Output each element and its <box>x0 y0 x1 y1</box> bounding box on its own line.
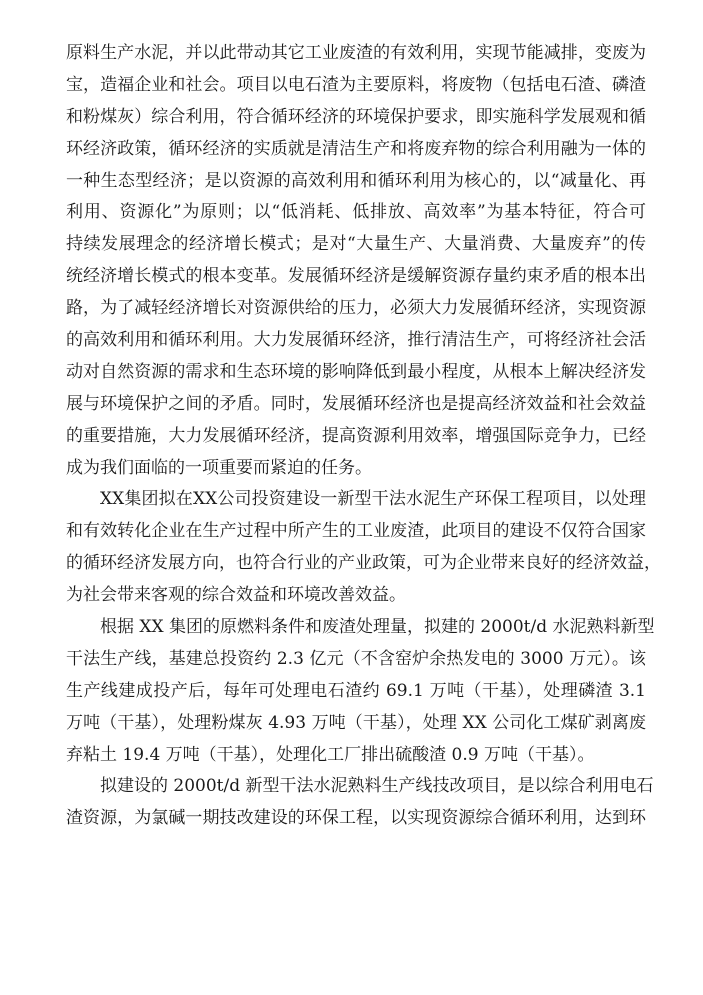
text-line: 弃粘土 19.4 万吨（干基），处理化工厂排出硫酸渣 0.9 万吨（干基）。 <box>66 744 595 765</box>
paragraph-1 <box>66 38 646 484</box>
text-line: 拟建设的 2000t/d 新型干法水泥熟料生产线技改项目，是以综合利用电石 <box>100 776 654 797</box>
text-line: 渣资源，为氯碱一期技改建设的环保工程，以实现资源综合循环利用，达到环 <box>66 808 646 829</box>
text-line: 干法生产线，基建总投资约 2.3 亿元（不含窑炉余热发电的 3000 万元）。该 <box>66 648 646 669</box>
text-line: 和粉煤灰）综合利用，符合循环经济的环境保护要求，即实施科学发展观和循 <box>66 106 646 127</box>
text-line: 路，为了减轻经济增长对资源供给的压力，必须大力发展循环经济，实现资源 <box>66 298 646 319</box>
text-line: XX集团拟在XX公司投资建设一新型干法水泥生产环保工程项目，以处理 <box>100 489 646 510</box>
text-line: 生产线建成投产后，每年可处理电石渣约 69.1 万吨（干基），处理磷渣 3.1 <box>66 680 646 701</box>
text-line: 的循环经济发展方向，也符合行业的产业政策，可为企业带来良好的经济效益， <box>66 553 661 574</box>
text-line: 持续发展理念的经济增长模式；是对“大量生产、大量消费、大量废弃”的传 <box>66 234 646 255</box>
text-line: 统经济增长模式的根本变革。发展循环经济是缓解资源存量约束矛盾的根本出 <box>66 266 646 287</box>
text-line: 的高效利用和循环利用。大力发展循环经济，推行清洁生产，可将经济社会活 <box>66 330 646 351</box>
text-line: 为社会带来客观的综合效益和环境改善效益。 <box>66 585 406 606</box>
paragraph-2 <box>66 484 661 612</box>
text-line: 动对自然资源的需求和生态环境的影响降低到最小程度，从根本上解决经济发 <box>66 361 646 382</box>
text-line: 一种生态型经济；是以资源的高效利用和循环利用为核心的，以“减量化、再 <box>66 170 646 191</box>
text-line: 环经济政策，循环经济的实质就是清洁生产和将废弃物的综合利用融为一体的 <box>66 138 646 159</box>
text-line: 宝，造福企业和社会。项目以电石渣为主要原料，将废物（包括电石渣、磷渣 <box>66 74 646 95</box>
text-line: 成为我们面临的一项重要而紧迫的任务。 <box>66 457 372 478</box>
text-line: 利用、资源化”为原则；以“低消耗、低排放、高效率”为基本特征，符合可 <box>66 202 646 223</box>
text-line: 万吨（干基），处理粉煤灰 4.93 万吨（干基），处理 XX 公司化工煤矿剥离废 <box>66 712 646 733</box>
text-line: 的重要措施，大力发展循环经济，提高资源利用效率，增强国际竞争力，已经 <box>66 425 646 446</box>
text-line: 和有效转化企业在生产过程中所产生的工业废渣，此项目的建设不仅符合国家 <box>66 521 646 542</box>
text-line: 根据 XX 集团的原燃料条件和废渣处理量，拟建的 2000t/d 水泥熟料新型 <box>100 617 655 638</box>
text-line: 展与环境保护之间的矛盾。同时，发展循环经济也是提高经济效益和社会效益 <box>66 393 646 414</box>
body-text <box>66 38 661 835</box>
paragraph-3 <box>66 612 655 771</box>
paragraph-4 <box>66 771 654 835</box>
text-line: 原料生产水泥，并以此带动其它工业废渣的有效利用，实现节能减排，变废为 <box>66 43 646 63</box>
